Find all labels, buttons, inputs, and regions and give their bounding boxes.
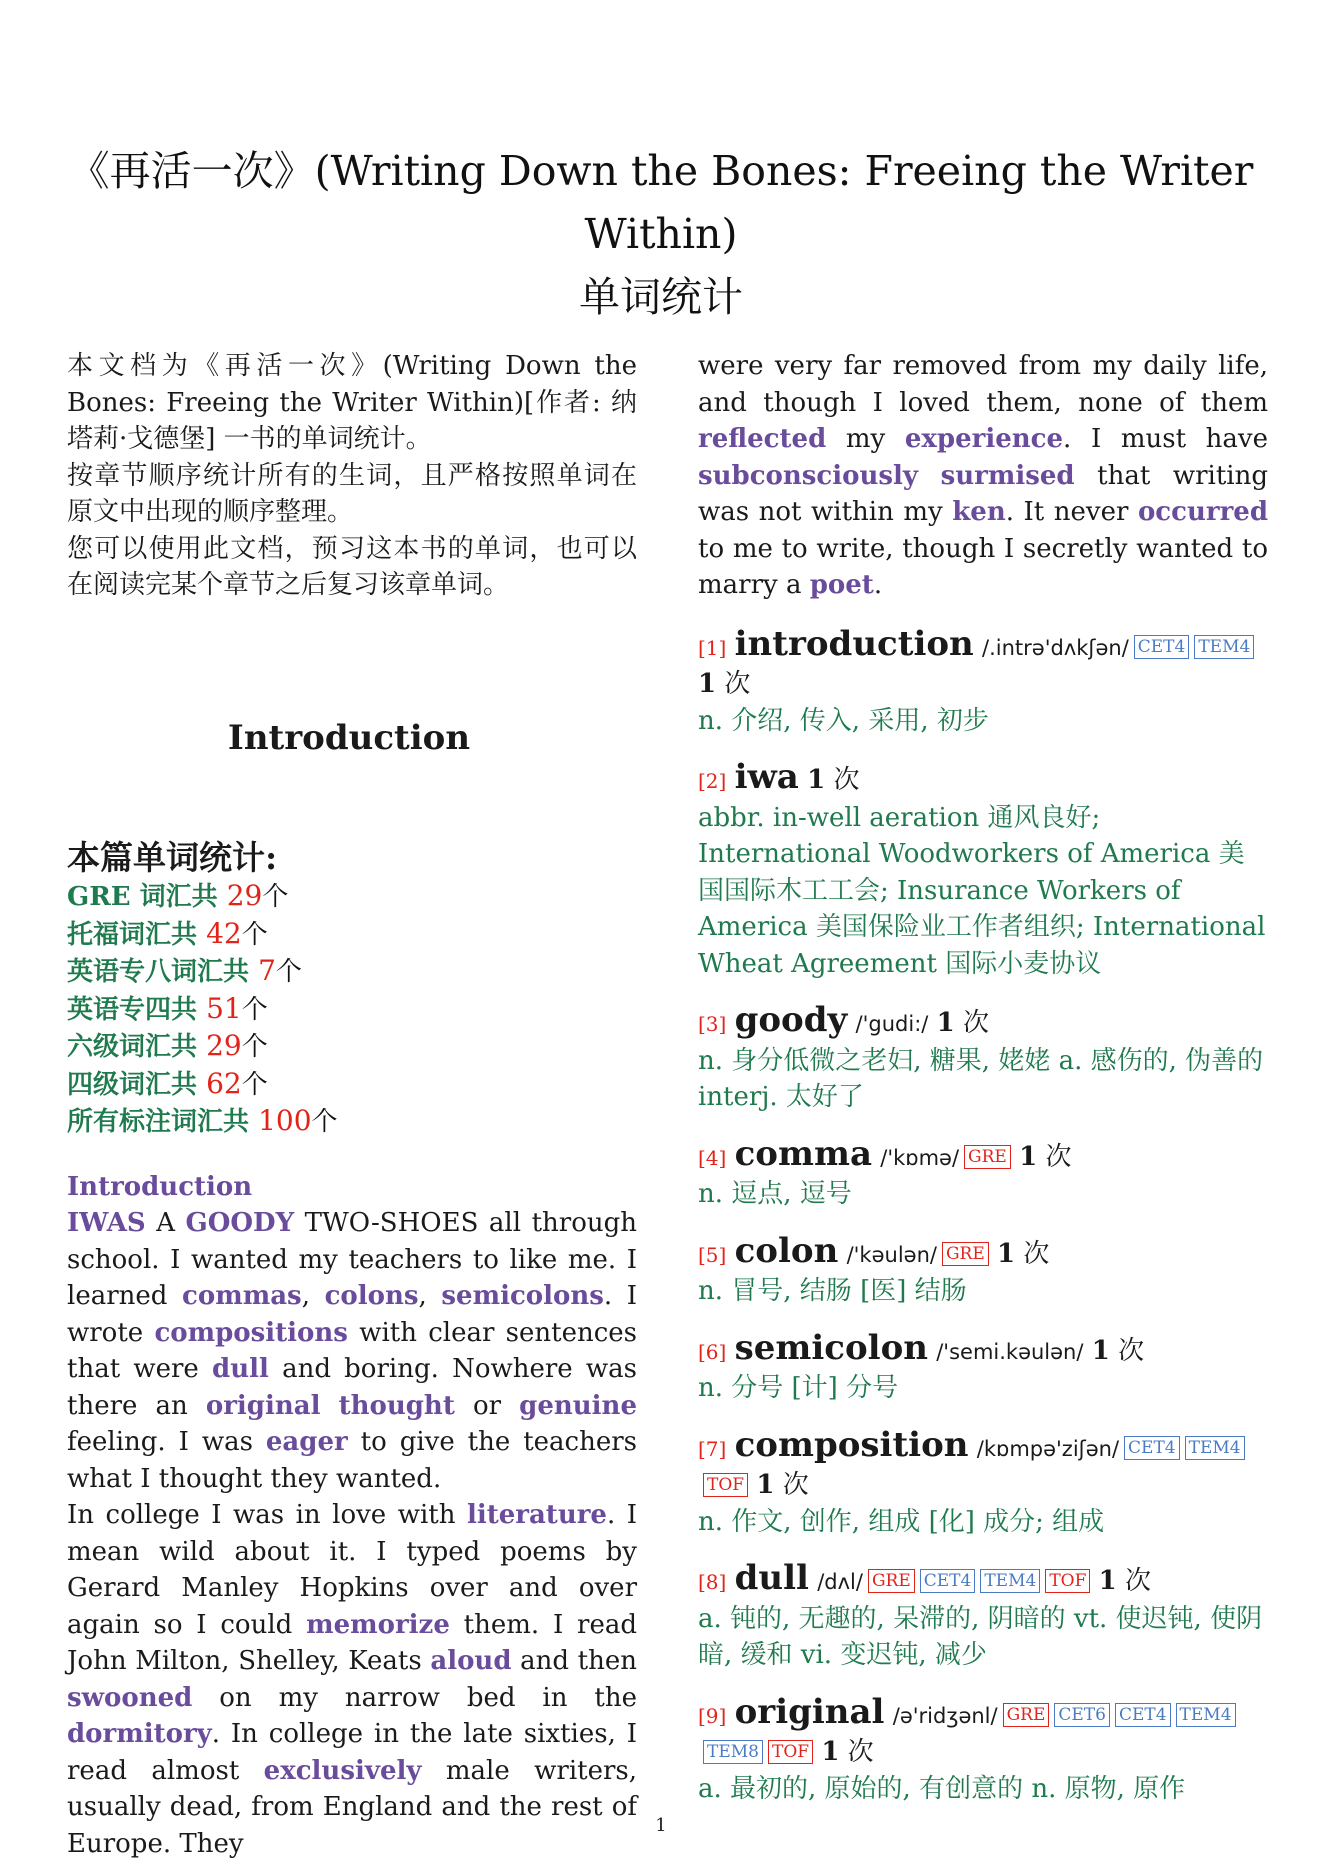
intro-paragraph-2: 按章节顺序统计所有的生词，且严格按照单词在原文中出现的顺序整理。 — [67, 460, 637, 527]
entry-index: [5] — [698, 1242, 727, 1267]
vocab-entry — [698, 623, 1268, 740]
entry-count — [928, 1008, 989, 1038]
stat-label: 托福词汇共 — [67, 919, 207, 950]
entry-head — [698, 1133, 1268, 1177]
entry-definition: a. 钝的, 无趣的, 呆滞的, 阴暗的 vt. 使迟钝, 使阴暗, 缓和 vi. 变迟钝, 减少 — [698, 1603, 1263, 1670]
entry-index: [8] — [698, 1570, 727, 1594]
entry-count-unit: 次 — [839, 1737, 874, 1767]
exam-tag: CET6 — [1054, 1703, 1110, 1727]
entry-word: semicolon — [734, 1327, 928, 1368]
stat-count: 29 — [226, 879, 263, 912]
left-column — [67, 348, 637, 1862]
entry-word: comma — [734, 1133, 872, 1174]
stat-label: 英语专四共 — [67, 994, 207, 1025]
highlighted-word: memorize — [306, 1609, 450, 1640]
highlighted-word: swooned — [67, 1682, 193, 1713]
entry-count — [989, 1239, 1050, 1269]
entry-count-unit: 次 — [774, 1470, 809, 1500]
stat-label: 所有标注词汇共 — [67, 1107, 259, 1137]
highlighted-word: surmised — [940, 460, 1075, 491]
highlighted-word: dormitory — [67, 1719, 212, 1749]
highlighted-word: GOODY — [185, 1208, 295, 1238]
vocab-entry — [698, 1327, 1268, 1407]
title-line-1: 《再活一次》(Writing Down the Bones: Freeing the Writer Within) — [68, 147, 1254, 258]
highlighted-word: experience — [904, 424, 1064, 454]
stat-unit: 个 — [241, 1032, 268, 1062]
exam-tag: TEM8 — [703, 1740, 763, 1764]
stat-label: 四级词汇共 — [67, 1069, 207, 1100]
entry-phonetic: /.intrə'dʌkʃən/ — [982, 635, 1129, 660]
entry-phonetic: /ə'ridʒənl/ — [892, 1703, 998, 1728]
entry-head — [698, 1002, 1268, 1043]
entry-head — [698, 1230, 1268, 1274]
stat-unit: 个 — [275, 957, 302, 987]
entry-head — [698, 759, 1268, 800]
entry-count-unit: 次 — [1015, 1238, 1050, 1269]
entry-head — [698, 1327, 1268, 1371]
entry-count-number: 1 — [698, 669, 717, 699]
exam-tag: GRE — [942, 1242, 989, 1266]
stat-unit: 个 — [241, 1069, 268, 1100]
entry-definition: n. 逗点, 逗号 — [698, 1179, 852, 1209]
entry-index: [1] — [698, 635, 727, 660]
entry-word: composition — [734, 1424, 969, 1465]
entry-count-number: 1 — [997, 1238, 1016, 1269]
vocabulary-entries — [698, 623, 1268, 1808]
stat-label: GRE 词汇共 — [67, 882, 227, 912]
intro-paragraph-3: 您可以使用此文档，预习这本书的单词，也可以在阅读完某个章节之后复习该章单词。 — [67, 533, 637, 600]
exam-tag: TOF — [1045, 1569, 1090, 1593]
right-column — [698, 348, 1268, 1807]
stat-row — [67, 1066, 637, 1104]
exam-tag: TOF — [703, 1473, 748, 1497]
exam-tag: CET4 — [920, 1569, 976, 1593]
section-title: Introduction — [227, 717, 471, 758]
highlighted-word: semicolons — [441, 1281, 604, 1311]
stat-row — [67, 991, 637, 1029]
stats-heading: 本篇单词统计: — [67, 838, 278, 877]
highlighted-word: subconsciously — [698, 460, 919, 491]
intro-paragraph-1: 本文档为《再活一次》(Writing Down the Bones: Freeing the Writer Within)[作者: 纳塔莉·戈德堡] 一书的单词统计。 — [67, 351, 637, 454]
entry-count-number: 1 — [807, 765, 826, 795]
highlighted-word: dull — [212, 1354, 269, 1384]
stats-list — [67, 878, 637, 1141]
chapter-label: Introduction — [67, 1171, 253, 1202]
entry-index: [3] — [698, 1012, 727, 1036]
highlighted-word: aloud — [430, 1646, 512, 1676]
exam-tag: TEM4 — [1194, 635, 1254, 659]
exam-tag: CET4 — [1115, 1703, 1171, 1727]
highlighted-word: poet — [809, 570, 874, 600]
stat-unit: 个 — [311, 1107, 338, 1137]
entry-count-unit: 次 — [825, 765, 860, 795]
stat-label: 英语专八词汇共 — [67, 957, 259, 987]
entry-phonetic: /'semi.kəulən/ — [936, 1339, 1084, 1364]
entry-phonetic: /dʌl/ — [817, 1570, 863, 1594]
vocab-entry — [698, 1424, 1268, 1541]
entry-count — [748, 1470, 809, 1500]
entry-phonetic: /'gudi:/ — [855, 1012, 929, 1036]
stat-count: 29 — [206, 1029, 242, 1062]
entry-phonetic: /kɒmpə'ziʃən/ — [976, 1436, 1120, 1461]
entry-definition: n. 冒号, 结肠 [医] 结肠 — [698, 1276, 967, 1306]
entry-phonetic: /'kəulən/ — [846, 1242, 937, 1267]
entry-phonetic: /'kɒmə/ — [880, 1145, 960, 1170]
exam-tag: TEM4 — [1176, 1703, 1236, 1727]
entry-head — [698, 1560, 1268, 1601]
exam-tag: GRE — [1003, 1703, 1050, 1727]
entry-word: colon — [734, 1230, 839, 1271]
passage-paragraph-3: were very far removed from my daily life, and though I loved them, none of them reflected my experience. I must have subconsciously surmised that writing was not within my ken. It never occurred to me to write, though I secretly wanted to marry a poet. — [698, 351, 1269, 600]
title-line-2: 单词统计 — [579, 273, 743, 321]
entry-count-unit: 次 — [1109, 1335, 1145, 1366]
entry-index: [7] — [698, 1436, 727, 1461]
stat-row — [67, 1028, 637, 1066]
exam-tag: TOF — [768, 1740, 813, 1764]
entry-word: goody — [734, 1000, 848, 1040]
entry-count — [1011, 1142, 1072, 1172]
entry-word: introduction — [734, 623, 974, 664]
highlighted-word: ken — [952, 497, 1006, 527]
stat-count: 62 — [206, 1066, 242, 1100]
highlighted-word: occurred — [1137, 497, 1268, 527]
entry-count-unit: 次 — [716, 669, 751, 699]
entry-count-number: 1 — [756, 1470, 775, 1500]
vocab-entry — [698, 1560, 1268, 1674]
exam-tag: TEM4 — [1185, 1436, 1245, 1460]
entry-count-number: 1 — [1019, 1141, 1038, 1172]
highlighted-word: IWAS — [67, 1208, 146, 1238]
highlighted-word: colons — [324, 1281, 419, 1311]
stat-count: 100 — [258, 1104, 312, 1137]
entry-count-number: 1 — [1098, 1566, 1117, 1596]
entry-count — [799, 765, 860, 795]
stat-unit: 个 — [262, 882, 289, 912]
entry-count — [1083, 1336, 1144, 1366]
entry-word: dull — [734, 1558, 809, 1598]
stat-row — [67, 1103, 637, 1141]
stat-count: 51 — [206, 991, 242, 1025]
highlighted-word: eager — [265, 1427, 348, 1457]
entry-head — [698, 1424, 1268, 1504]
stat-row — [67, 916, 637, 954]
stat-row — [67, 878, 637, 916]
entry-index: [2] — [698, 769, 727, 793]
entry-count-unit: 次 — [954, 1008, 989, 1038]
entry-head — [698, 1691, 1268, 1771]
passage-paragraph-1: IWAS A GOODY TWO-SHOES all through school. I wanted my teachers to like me. I learned commas, colons, semicolons. I wrote compositions with clear sentences that were dull and boring. Nowhere was there an original thought or genuine feeling. I was eager to give the teachers what I thought they wanted. — [67, 1208, 638, 1494]
exam-tag: TEM4 — [980, 1569, 1040, 1593]
entry-count-unit: 次 — [1037, 1141, 1072, 1172]
entry-head — [698, 623, 1268, 703]
exam-tag: GRE — [868, 1569, 915, 1593]
exam-tag: GRE — [964, 1145, 1011, 1169]
passage-paragraph-2: In college I was in love with literature. I mean wild about it. I typed poems by Gerard Manley Hopkins over and over again so I could memorize them. I read John Milton, Shelley, Keats aloud and then swooned on my narrow bed in the dormitory. In college in the late sixties, I read almost exclusively male writers, usually dead, from England and the rest of Europe. They — [67, 1500, 638, 1859]
entry-definition: n. 介绍, 传入, 采用, 初步 — [698, 705, 989, 736]
entry-index: [6] — [698, 1339, 727, 1364]
entry-definition: n. 作文, 创作, 组成 [化] 成分; 组成 — [698, 1506, 1105, 1537]
entry-index: [9] — [698, 1703, 727, 1728]
stat-row — [67, 953, 637, 991]
vocab-entry — [698, 759, 1268, 982]
highlighted-word: commas — [182, 1281, 302, 1311]
highlighted-word: compositions — [154, 1317, 348, 1348]
entry-count — [813, 1737, 874, 1767]
entry-count-number: 1 — [821, 1737, 840, 1767]
entry-word: original — [734, 1691, 885, 1732]
stat-label: 六级词汇共 — [67, 1032, 207, 1062]
entry-count — [698, 669, 750, 699]
stat-unit: 个 — [241, 919, 268, 950]
entry-definition: n. 分号 [计] 分号 — [698, 1373, 899, 1403]
entry-count-number: 1 — [1091, 1335, 1110, 1366]
entry-count — [1090, 1566, 1151, 1596]
entry-count-unit: 次 — [1116, 1566, 1152, 1596]
highlighted-word: exclusively — [263, 1755, 422, 1786]
highlighted-word: thought — [338, 1390, 455, 1421]
entry-definition: a. 最初的, 原始的, 有创意的 n. 原物, 原作 — [698, 1773, 1186, 1804]
highlighted-word: genuine — [519, 1390, 637, 1421]
entry-definition: abbr. in-well aeration 通风良好; International Woodworkers of America 美国国际木工工会; Insurance Workers of America 美国保险业工作者组织; International Wheat Agreement 国际小麦协议 — [698, 802, 1266, 979]
highlighted-word: reflected — [698, 424, 827, 454]
exam-tag: CET4 — [1134, 635, 1190, 659]
highlighted-word: literature — [466, 1500, 607, 1530]
exam-tag: CET4 — [1124, 1436, 1180, 1460]
entry-word: iwa — [734, 757, 799, 797]
stat-count: 42 — [206, 916, 242, 950]
page-number: 1 — [655, 1815, 667, 1836]
document-title — [40, 140, 1282, 329]
entry-definition: n. 身分低微之老妇, 糖果, 姥姥 a. 感伤的, 伪善的 interj. 太好了 — [698, 1045, 1264, 1112]
vocab-entry — [698, 1691, 1268, 1808]
entry-count-number: 1 — [936, 1008, 955, 1038]
entry-index: [4] — [698, 1145, 727, 1170]
stat-count: 7 — [258, 954, 276, 987]
stat-unit: 个 — [241, 994, 268, 1025]
vocab-entry — [698, 1133, 1268, 1213]
vocab-entry — [698, 1230, 1268, 1310]
vocab-entry — [698, 1002, 1268, 1116]
highlighted-word: original — [205, 1390, 321, 1421]
